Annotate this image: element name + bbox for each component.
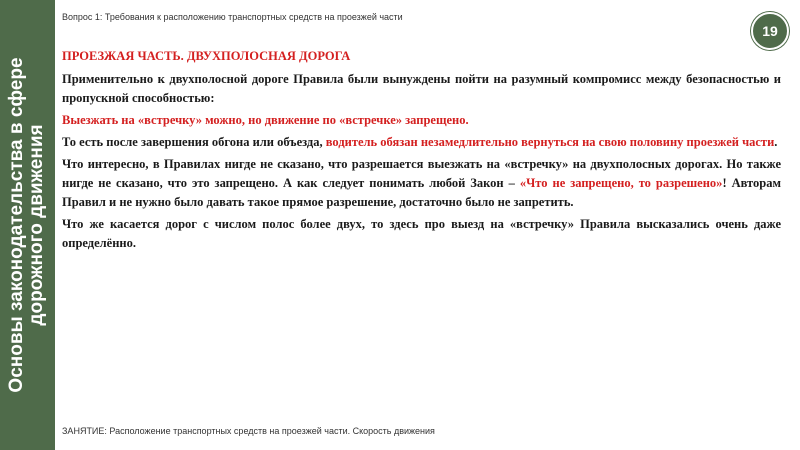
sidebar	[0, 0, 55, 450]
content-title: ПРОЕЗЖАЯ ЧАСТЬ. ДВУХПОЛОСНАЯ ДОРОГА	[62, 49, 351, 63]
paragraph-4-end: ! Авторам Правил и не нужно было давать такое прямое разрешение, достаточно было не запретить.	[62, 176, 781, 209]
paragraph-3-highlight: водитель обязан незамедлительно вернуться на свою половину проезжей части	[325, 135, 775, 149]
paragraph-5: Что же касается дорог с числом полос более двух, то здесь про выезд на «встречку» Правила высказались очень даже определённо.	[62, 217, 781, 250]
paragraph-3	[62, 133, 781, 152]
slide-number-badge: 19	[751, 12, 789, 50]
slide-content	[62, 47, 781, 256]
slide-footer: ЗАНЯТИЕ: Расположение транспортных средств на проезжей части. Скорость движения	[62, 426, 435, 436]
paragraph-4-text: Что интересно, в Правилах нигде не сказано, что разрешается выезжать на «встречку» на двухполосных дорогах. Но также нигде не сказано, что это запрещено. А как следует понимать любой Закон –	[62, 157, 781, 190]
slide-header: Вопрос 1: Требования к расположению транспортных средств на проезжей части	[62, 12, 403, 22]
paragraph-1: Применительно к двухполосной дороге Правила были вынуждены пойти на разумный компромисс между безопасностью и пропускной способностью:	[62, 72, 781, 105]
paragraph-4	[62, 155, 781, 212]
paragraph-3-end: .	[774, 135, 778, 149]
paragraph-3-text: То есть после завершения обгона или объезда,	[62, 135, 326, 149]
paragraph-2-highlight: Выезжать на «встречку» можно, но движение по «встречке» запрещено.	[62, 113, 469, 127]
sidebar-title: Основы законодательства в сфере дорожного движения	[6, 57, 47, 393]
paragraph-4-highlight: «Что не запрещено, то разрешено»	[519, 176, 723, 190]
